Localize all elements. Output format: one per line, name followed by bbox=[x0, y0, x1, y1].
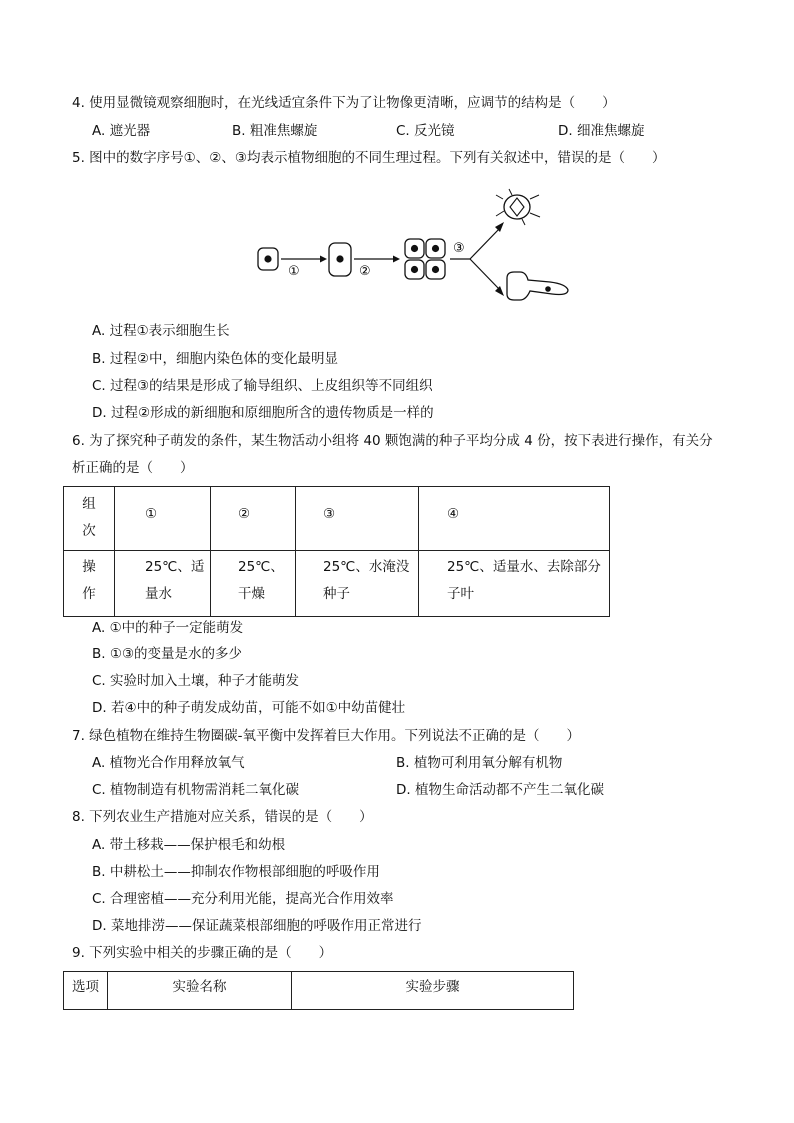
q6-option-b: B. ①③的变量是水的多少 bbox=[92, 646, 243, 662]
q7-option-d: D. 植物生命活动都不产生二氧化碳 bbox=[396, 782, 604, 798]
q6-stem-line1: 6. 为了探究种子萌发的条件，某生物活动小组将 40 颗饱满的种子平均分成 4 份，按下表进行操作，有关分 bbox=[72, 433, 713, 449]
table-row bbox=[64, 487, 610, 551]
q4-option-b: B. 粗准焦螺旋 bbox=[232, 123, 318, 139]
q6-stem-line2: 析正确的是（ ） bbox=[72, 460, 194, 476]
stoma-cell-icon bbox=[496, 189, 540, 225]
q6-experiment-table bbox=[63, 486, 610, 617]
table-cell-header: 组 次 bbox=[64, 487, 115, 551]
q4-option-a: A. 遮光器 bbox=[92, 123, 151, 139]
q8-stem: 8. 下列农业生产措施对应关系，错误的是（ ） bbox=[72, 809, 373, 825]
q9-stem: 9. 下列实验中相关的步骤正确的是（ ） bbox=[72, 945, 333, 961]
table-row bbox=[64, 972, 574, 1010]
q5-option-c: C. 过程③的结果是形成了输导组织、上皮组织等不同组织 bbox=[92, 378, 433, 394]
q6-option-c: C. 实验时加入土壤，种子才能萌发 bbox=[92, 673, 300, 689]
cell-process-figure bbox=[250, 186, 580, 314]
table-cell: ① bbox=[115, 487, 211, 551]
grown-cell-icon bbox=[329, 243, 351, 276]
q9-table bbox=[63, 971, 574, 1010]
q6-option-d: D. 若④中的种子萌发成幼苗，可能不如①中幼苗健壮 bbox=[92, 700, 406, 716]
q8-option-c: C. 合理密植——充分利用光能，提高光合作用效率 bbox=[92, 891, 394, 907]
table-cell: 25℃、适 量水 bbox=[115, 551, 211, 617]
q7-stem: 7. 绿色植物在维持生物圈碳-氧平衡中发挥着巨大作用。下列说法不正确的是（ ） bbox=[72, 728, 581, 744]
q7-option-a: A. 植物光合作用释放氧气 bbox=[92, 755, 245, 771]
q5-stem: 5. 图中的数字序号①、②、③均表示植物细胞的不同生理过程。下列有关叙述中，错误的是（ ） bbox=[72, 150, 666, 166]
single-cell-icon bbox=[258, 248, 278, 270]
q7-option-b: B. 植物可利用氧分解有机物 bbox=[396, 755, 563, 771]
root-hair-cell-icon bbox=[507, 272, 568, 300]
q7-option-c: C. 植物制造有机物需消耗二氧化碳 bbox=[92, 782, 300, 798]
table-cell: ③ bbox=[296, 487, 419, 551]
table-cell: 25℃、 干燥 bbox=[211, 551, 296, 617]
table-cell: ④ bbox=[419, 487, 610, 551]
table-cell: 25℃、水淹没 种子 bbox=[296, 551, 419, 617]
q4-stem: 4. 使用显微镜观察细胞时，在光线适宜条件下为了让物像更清晰，应调节的结构是（ ） bbox=[72, 95, 616, 111]
q6-option-a: A. ①中的种子一定能萌发 bbox=[92, 620, 244, 636]
table-header-steps: 实验步骤 bbox=[292, 972, 574, 1010]
process-label-1: ① bbox=[288, 264, 300, 279]
process-label-3: ③ bbox=[453, 241, 465, 256]
q4-option-c: C. 反光镜 bbox=[396, 123, 455, 139]
q5-option-b: B. 过程②中，细胞内染色体的变化最明显 bbox=[92, 351, 338, 367]
divided-cells-icon bbox=[405, 239, 445, 279]
q5-option-d: D. 过程②形成的新细胞和原细胞所含的遗传物质是一样的 bbox=[92, 405, 434, 421]
table-cell: 25℃、适量水、去除部分 子叶 bbox=[419, 551, 610, 617]
process-label-2: ② bbox=[359, 264, 371, 279]
q8-option-d: D. 菜地排涝——保证蔬菜根部细胞的呼吸作用正常进行 bbox=[92, 918, 422, 934]
table-header-name: 实验名称 bbox=[108, 972, 292, 1010]
q4-option-d: D. 细准焦螺旋 bbox=[558, 123, 645, 139]
q8-option-b: B. 中耕松土——抑制农作物根部细胞的呼吸作用 bbox=[92, 864, 380, 880]
table-row bbox=[64, 551, 610, 617]
q8-option-a: A. 带土移栽——保护根毛和幼根 bbox=[92, 837, 286, 853]
table-cell: ② bbox=[211, 487, 296, 551]
table-cell-header: 操 作 bbox=[64, 551, 115, 617]
table-header-option: 选项 bbox=[64, 972, 108, 1010]
q5-option-a: A. 过程①表示细胞生长 bbox=[92, 323, 230, 339]
